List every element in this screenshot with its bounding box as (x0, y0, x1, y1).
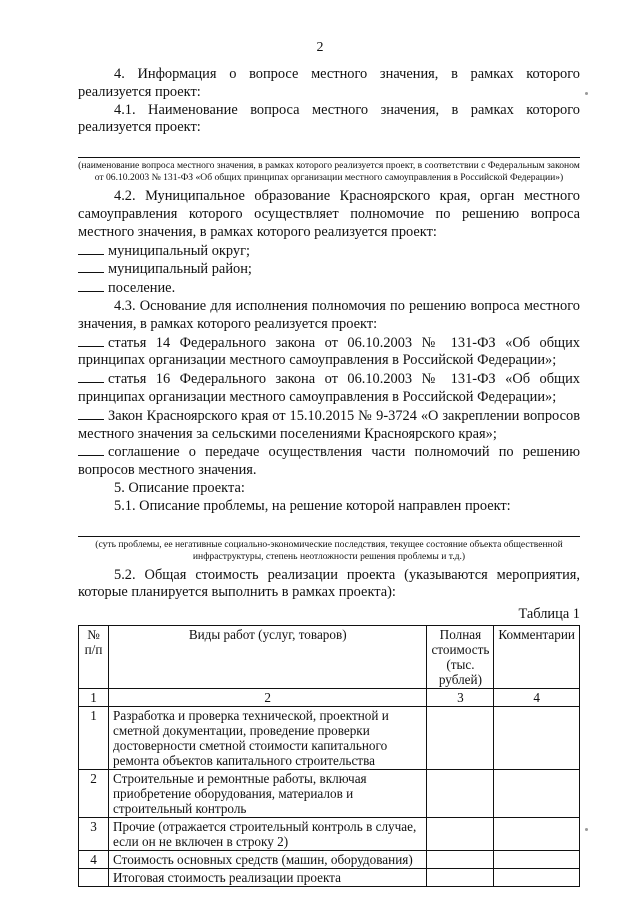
row-cost-cell[interactable] (427, 850, 494, 868)
option-4-2-1: муниципальный округ; (78, 242, 580, 261)
scan-speck (585, 92, 588, 95)
colnum-2: 2 (109, 688, 427, 706)
row-work-type: Прочие (отражается строительный контроль в случае, если он не включен в строку 2) (109, 817, 427, 850)
note-section-5-1: (суть проблемы, ее негативные социально-экономические последствия, текущее состояние объекта общественной инфраструктуры, степень неотложности решения проблемы и т.д.) (95, 538, 563, 562)
checkbox-blank[interactable] (78, 370, 104, 383)
table-row (79, 706, 580, 769)
row-num: 3 (79, 817, 109, 850)
option-4-3-4: соглашение о передаче осуществления части полномочий по решению вопросов местного значения. (78, 444, 580, 479)
section-4: 4. Информация о вопросе местного значения, в рамках которого реализуется проект: (78, 66, 580, 100)
section-4-1: 4.1. Наименование вопроса местного значения, в рамках которого реализуется проект: (78, 101, 580, 136)
document-body (78, 66, 580, 887)
row-comment-cell[interactable] (494, 706, 580, 769)
cost-table (78, 625, 580, 887)
table-row (79, 769, 580, 817)
row-cost-cell[interactable] (427, 706, 494, 769)
row-comment-cell[interactable] (494, 850, 580, 868)
fill-line-4-1 (78, 157, 580, 158)
option-4-3-3: Закон Красноярского края от 15.10.2015 № 9-3724 «О закреплении вопросов местного значения за сельскими поселениями Красноярского края»; (78, 407, 580, 442)
row-work-type: Итоговая стоимость реализации проекта (109, 868, 427, 886)
row-cost-cell[interactable] (427, 769, 494, 817)
colnum-1: 1 (79, 688, 109, 706)
table-row (79, 850, 580, 868)
colnum-4: 4 (494, 688, 580, 706)
option-4-3-1: статья 14 Федерального закона от 06.10.2003 № 131-ФЗ «Об общих принципах организации местного самоуправления в Российской Федерации»; (78, 334, 580, 369)
row-num: 1 (79, 706, 109, 769)
row-comment-cell[interactable] (494, 868, 580, 886)
table-colnum-row (79, 688, 580, 706)
checkbox-blank[interactable] (78, 260, 104, 273)
checkbox-blank[interactable] (78, 407, 104, 420)
note-section-4-1: (наименование вопроса местного значения, в рамках которого реализуется проект, в соответствии с Федеральным законом от 06.10.2003 № 131-ФЗ «Об общих принципах организации местного самоуправления в Российской Федерации») (78, 160, 580, 184)
row-cost-cell[interactable] (427, 868, 494, 886)
section-5-1: 5.1. Описание проблемы, на решение которой направлен проект: (114, 497, 511, 514)
colnum-3: 3 (427, 688, 494, 706)
header-cost: Полная стоимость (тыс. рублей) (427, 625, 494, 688)
fill-line-5-1 (78, 536, 580, 537)
checkbox-blank[interactable] (78, 334, 104, 347)
section-5: 5. Описание проекта: (114, 479, 245, 496)
checkbox-blank[interactable] (78, 242, 104, 255)
option-4-2-3: поселение. (78, 279, 580, 298)
row-work-type: Разработка и проверка технической, проектной и сметной документации, проведение проверки достоверности сметной стоимости капитального ремонта объектов капитального строительства (109, 706, 427, 769)
table-row (79, 817, 580, 850)
section-4-2: 4.2. Муниципальное образование Красноярского края, орган местного самоуправления которого осуществляет полномочие по решению вопроса местного значения, в рамках которого реализуется проект: (78, 188, 580, 240)
scan-speck (585, 828, 588, 831)
header-work-type: Виды работ (услуг, товаров) (109, 625, 427, 688)
table-header-row (79, 625, 580, 688)
row-num: 2 (79, 769, 109, 817)
option-4-3-2: статья 16 Федерального закона от 06.10.2003 № 131-ФЗ «Об общих принципах организации местного самоуправления в Российской Федерации»; (78, 371, 580, 405)
page-number: 2 (316, 40, 324, 55)
row-work-type: Строительные и ремонтные работы, включая приобретение оборудования, материалов и строительный контроль (109, 769, 427, 817)
row-work-type: Стоимость основных средств (машин, оборудования) (109, 850, 427, 868)
row-num (79, 868, 109, 886)
checkbox-blank[interactable] (78, 279, 104, 292)
checkbox-blank[interactable] (78, 443, 104, 456)
table-total-row (79, 868, 580, 886)
row-comment-cell[interactable] (494, 769, 580, 817)
header-comments: Комментарии (494, 625, 580, 688)
section-5-2: 5.2. Общая стоимость реализации проекта (указываются мероприятия, которые планируется выполнить в рамках проекта): (78, 566, 580, 601)
option-4-2-2: муниципальный район; (78, 260, 580, 279)
row-num: 4 (79, 850, 109, 868)
section-4-3: 4.3. Основание для исполнения полномочия по решению вопроса местного значения, в рамках которого реализуется проект: (78, 297, 580, 332)
row-cost-cell[interactable] (427, 817, 494, 850)
header-num: № п/п (79, 625, 109, 688)
row-comment-cell[interactable] (494, 817, 580, 850)
table-title: Таблица 1 (518, 606, 580, 623)
